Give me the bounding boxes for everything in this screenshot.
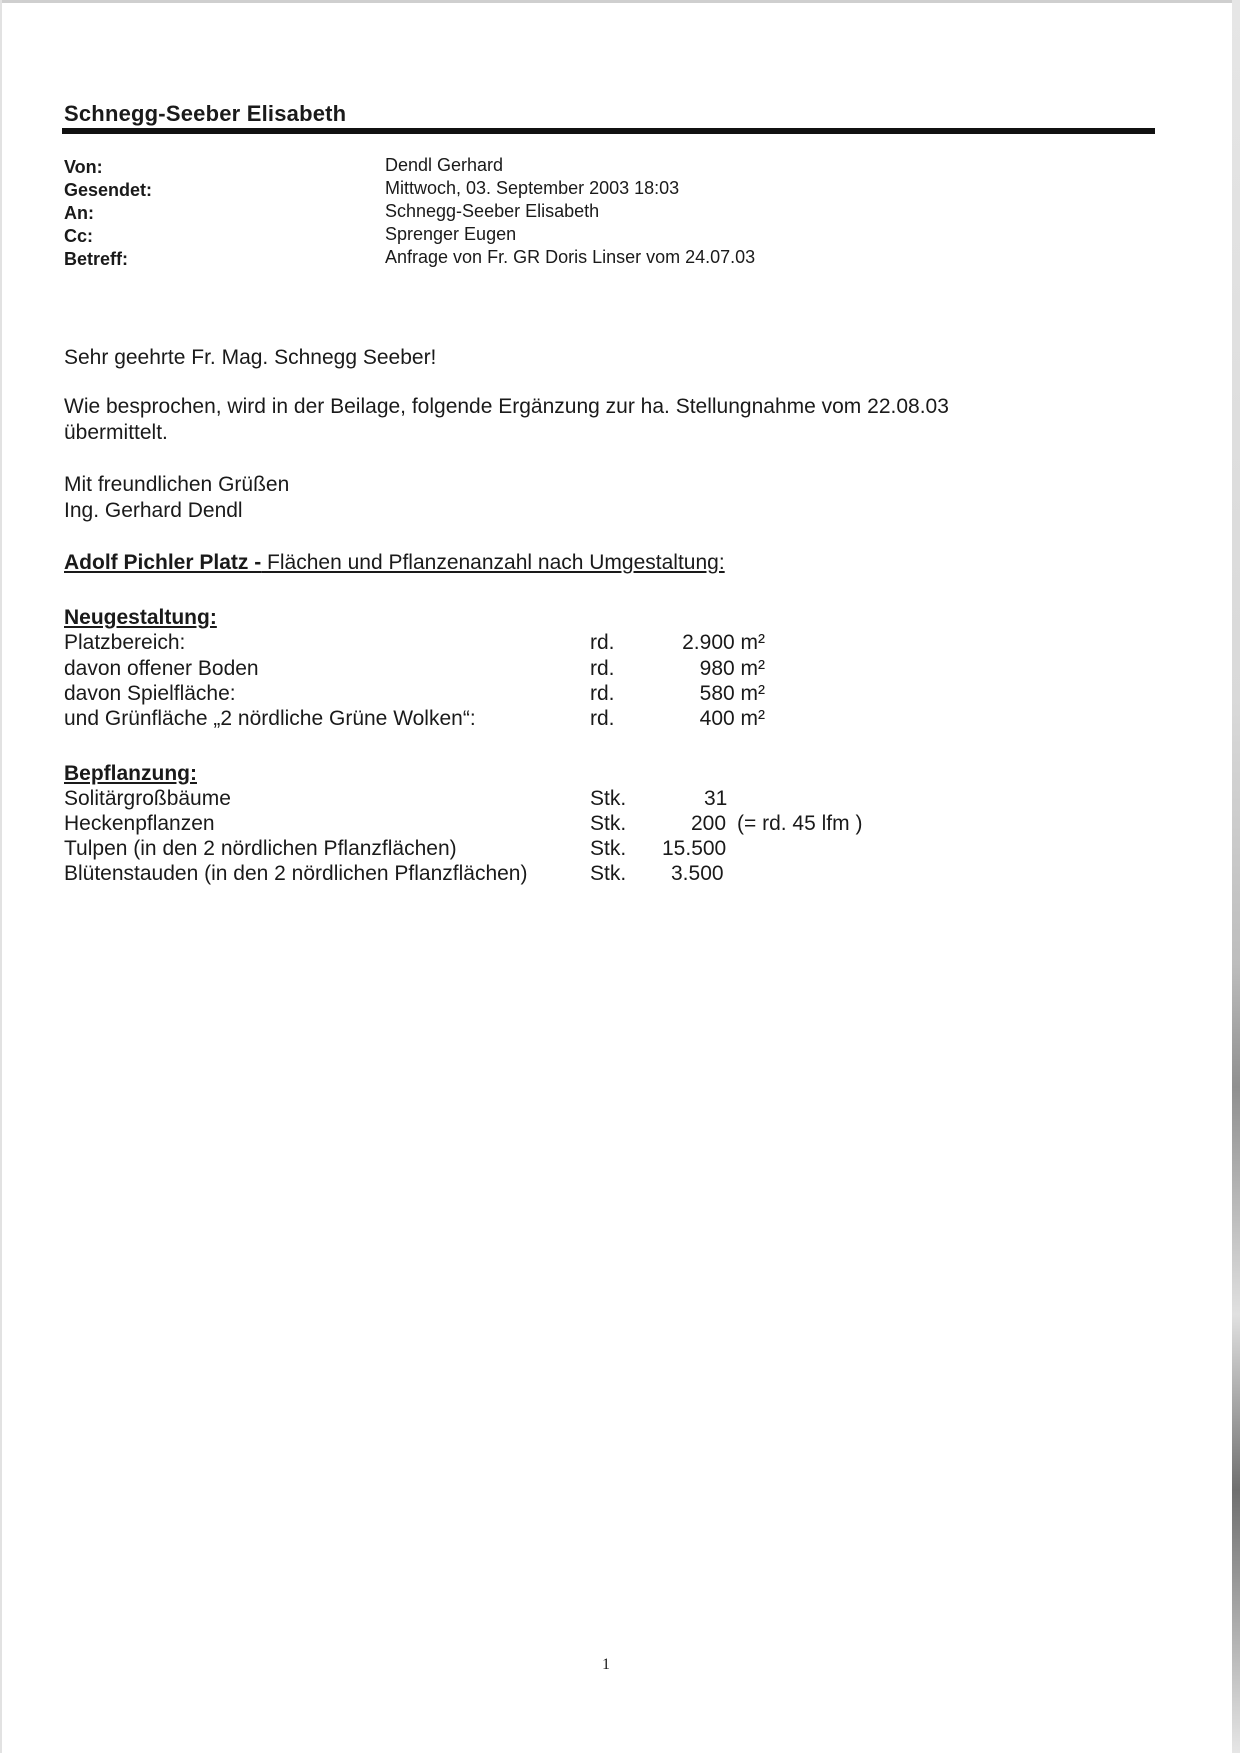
table-row (64, 787, 964, 813)
salutation: Sehr geehrte Fr. Mag. Schnegg Seeber! (64, 346, 437, 369)
row-unit: Stk. (590, 862, 627, 885)
row-value: 400 m² (699, 707, 765, 730)
meta-label: Von: (64, 157, 103, 177)
section-title-bold: Adolf Pichler Platz - (64, 551, 262, 574)
row-unit: Stk. (590, 837, 627, 860)
table-row (64, 812, 964, 838)
meta-value: Mittwoch, 03. September 2003 18:03 (385, 178, 680, 198)
table-row (64, 682, 765, 708)
scan-edge-top (0, 0, 1240, 3)
row-value: 15.500 (662, 837, 727, 860)
row-label: Blütenstauden (in den 2 nördlichen Pflanzflächen) (64, 862, 528, 885)
table-row (64, 631, 765, 657)
scan-edge-right (1232, 0, 1240, 1753)
row-unit: Stk. (590, 812, 627, 835)
section-title-rest: Flächen und Pflanzenanzahl nach Umgestaltung: (261, 551, 725, 574)
meta-value: Schnegg-Seeber Elisabeth (385, 201, 600, 221)
page-number: 1 (602, 1656, 610, 1673)
paragraph-line-2: übermittelt. (64, 421, 168, 444)
row-unit: rd. (590, 707, 615, 730)
row-label: Solitärgroßbäume (64, 787, 231, 810)
meta-label: Cc: (64, 226, 94, 246)
meta-value: Dendl Gerhard (385, 155, 504, 175)
row-value: 3.500 (671, 862, 724, 885)
section-title (64, 551, 725, 575)
row-label: davon offener Boden (64, 657, 259, 680)
row-label: und Grünfläche „2 nördliche Grüne Wolken“: (64, 707, 476, 730)
table-row (64, 707, 765, 733)
meta-label: Gesendet: (64, 180, 153, 200)
meta-value: Sprenger Eugen (385, 224, 517, 244)
meta-row-subject (64, 249, 1064, 273)
row-unit: rd. (590, 657, 615, 680)
scan-edge-left (0, 0, 2, 1753)
table-row (64, 862, 964, 888)
row-label: Platzbereich: (64, 631, 186, 654)
row-label: davon Spielfläche: (64, 682, 236, 705)
paragraph-line-1: Wie besprochen, wird in der Beilage, folgende Ergänzung zur ha. Stellungnahme vom 22.08.03 (64, 395, 949, 418)
row-value: 200 (691, 812, 727, 835)
header-rule (62, 128, 1155, 134)
row-unit: rd. (590, 631, 615, 654)
row-label: Tulpen (in den 2 nördlichen Pflanzflächen) (64, 837, 457, 860)
row-value: 31 (704, 787, 728, 810)
meta-label: Betreff: (64, 249, 129, 269)
meta-label: An: (64, 203, 94, 223)
row-unit: Stk. (590, 787, 627, 810)
signature: Ing. Gerhard Dendl (64, 499, 243, 522)
meta-value: Anfrage von Fr. GR Doris Linser vom 24.07.03 (385, 247, 756, 267)
table-row (64, 657, 765, 683)
row-value: 580 m² (699, 682, 765, 705)
row-value: 2.900 m² (682, 631, 765, 654)
row-value: 980 m² (699, 657, 765, 680)
bepflanzung-heading: Bepflanzung: (64, 762, 197, 785)
neugestaltung-heading: Neugestaltung: (64, 606, 217, 629)
row-note: (= rd. 45 lfm ) (737, 812, 863, 835)
row-label: Heckenpflanzen (64, 812, 215, 835)
closing: Mit freundlichen Grüßen (64, 473, 290, 496)
table-row (64, 837, 964, 863)
row-unit: rd. (590, 682, 615, 705)
email-header-name: Schnegg-Seeber Elisabeth (64, 101, 347, 126)
meta-row-to (64, 203, 1064, 227)
